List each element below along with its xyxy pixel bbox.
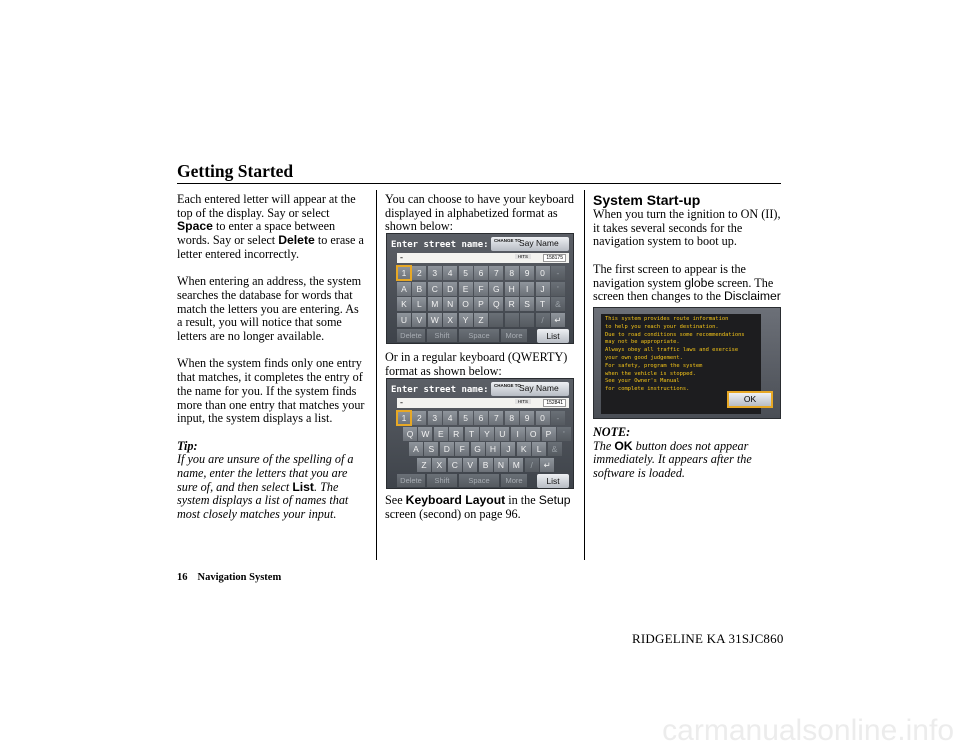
- key-P[interactable]: P: [474, 297, 488, 311]
- key-A[interactable]: A: [409, 442, 423, 456]
- disclaimer-screen: [593, 307, 781, 419]
- key-row: [397, 411, 566, 426]
- say-name-label: Say Name: [519, 238, 559, 248]
- paragraph-search: When entering an address, the system searches the database for words that match the letters you are entering. As a result, you will notice that some letters are no longer available.: [177, 274, 362, 344]
- key-G[interactable]: G: [489, 282, 503, 296]
- input-cursor: -: [400, 252, 403, 262]
- key-&[interactable]: &: [551, 297, 565, 311]
- key-W[interactable]: W: [428, 313, 442, 327]
- paragraph-see-layout: See Keyboard Layout in the Setup screen (second) on page 96.: [385, 493, 571, 521]
- key-5[interactable]: 5: [459, 266, 473, 280]
- key-2[interactable]: 2: [412, 411, 426, 425]
- paragraph-entry: Each entered letter will appear at the top of the display. Say or select Space to enter a space between words. Say or select Delete to erase a letter entered incorrectly.: [177, 192, 364, 261]
- key-E[interactable]: E: [459, 282, 473, 296]
- key-X[interactable]: X: [443, 313, 457, 327]
- key-9[interactable]: 9: [520, 411, 534, 425]
- key-5[interactable]: 5: [459, 411, 473, 425]
- key-P[interactable]: P: [542, 427, 556, 441]
- key-R[interactable]: R: [449, 427, 463, 441]
- key-N[interactable]: N: [443, 297, 457, 311]
- disclaimer-message: This system provides route information to help you reach your destination. Due to road conditions some recommendations may not be appropriate. Always obey all traffic laws and exercise your own good judgement. For safety, program the system when the vehicle is stopped. See your Owner's Manual for complete instructions.: [605, 316, 745, 393]
- more-button[interactable]: More: [501, 474, 527, 487]
- key-1[interactable]: 1: [397, 266, 411, 280]
- title-rule: [177, 183, 781, 184]
- key-8[interactable]: 8: [505, 266, 519, 280]
- key-L[interactable]: L: [532, 442, 546, 456]
- key-row: [397, 266, 566, 281]
- paragraph-first-screen: The first screen to appear is the navigation system globe screen. The screen then changes to the Disclaimer: [593, 261, 781, 304]
- key-D[interactable]: D: [440, 442, 454, 456]
- paragraph-qwerty-intro: Or in a regular keyboard (QWERTY) format as shown below:: [385, 350, 568, 378]
- key-Y[interactable]: Y: [480, 427, 494, 441]
- key-row: [397, 313, 566, 328]
- note-block: [593, 426, 785, 481]
- key-S[interactable]: S: [520, 297, 534, 311]
- key-A[interactable]: A: [397, 282, 411, 296]
- key-Z[interactable]: Z: [417, 458, 431, 472]
- key-row: [403, 427, 572, 442]
- key-3[interactable]: 3: [428, 411, 442, 425]
- key-blank: [489, 313, 503, 327]
- key-S[interactable]: S: [424, 442, 438, 456]
- key-C[interactable]: C: [448, 458, 462, 472]
- key-0[interactable]: 0: [536, 266, 550, 280]
- key-blank: [520, 313, 534, 327]
- key-L[interactable]: L: [412, 297, 426, 311]
- key-F[interactable]: F: [474, 282, 488, 296]
- paragraph-complete: When the system finds only one entry that matches, it completes the entry of the name for you. If the system finds more than one entry that matches your input, the system displays a list.: [177, 356, 365, 426]
- alphabet-keyboard-screen: [386, 233, 574, 344]
- hits-count: 158175: [543, 254, 566, 262]
- space-button[interactable]: Space: [459, 329, 499, 342]
- key-J[interactable]: J: [536, 282, 550, 296]
- key-V[interactable]: V: [412, 313, 426, 327]
- list-button[interactable]: List: [537, 474, 569, 488]
- key-O[interactable]: O: [459, 297, 473, 311]
- see-keyboard-layout: [385, 494, 577, 535]
- key-/[interactable]: /: [536, 313, 550, 327]
- hits-label: HITS: [515, 254, 531, 259]
- key-N[interactable]: N: [494, 458, 508, 472]
- key-U[interactable]: U: [397, 313, 411, 327]
- key-Z[interactable]: Z: [474, 313, 488, 327]
- key-&[interactable]: &: [548, 442, 562, 456]
- page-footer: [177, 572, 281, 583]
- key-4[interactable]: 4: [443, 411, 457, 425]
- key-U[interactable]: U: [495, 427, 509, 441]
- paragraph-alpha-intro: You can choose to have your keyboard displayed in alphabetized format as shown below:: [385, 192, 574, 234]
- change-to-label: CHANGE TO: [494, 238, 521, 243]
- key--[interactable]: -: [551, 266, 565, 280]
- shift-button[interactable]: Shift: [427, 329, 457, 342]
- document-code: RIDGELINE KA 31SJC860: [632, 631, 784, 646]
- keyboard-title: Enter street name:: [391, 385, 489, 395]
- key-K[interactable]: K: [517, 442, 531, 456]
- key-row: [397, 297, 566, 312]
- key-G[interactable]: G: [471, 442, 485, 456]
- hits-count: 152841: [543, 399, 566, 407]
- key-O[interactable]: O: [526, 427, 540, 441]
- key-4[interactable]: 4: [443, 266, 457, 280]
- key-K[interactable]: K: [397, 297, 411, 311]
- say-name-label: Say Name: [519, 383, 559, 393]
- key-F[interactable]: F: [455, 442, 469, 456]
- key-M[interactable]: M: [509, 458, 523, 472]
- input-cursor: -: [400, 397, 403, 407]
- key-'[interactable]: ': [551, 282, 565, 296]
- tip-text: If you are unsure of the spelling of a name, enter the letters that you are sure of, and then select List. The system displays a list of names that most closely matches your input.: [177, 452, 354, 522]
- shift-button[interactable]: Shift: [427, 474, 457, 487]
- key-6[interactable]: 6: [474, 411, 488, 425]
- page-title: Getting Started: [177, 161, 294, 181]
- tip-heading: Tip:: [177, 438, 198, 453]
- key-H[interactable]: H: [486, 442, 500, 456]
- space-button[interactable]: Space: [459, 474, 499, 487]
- more-button[interactable]: More: [501, 329, 527, 342]
- key-C[interactable]: C: [428, 282, 442, 296]
- key-T[interactable]: T: [536, 297, 550, 311]
- key-V[interactable]: V: [463, 458, 477, 472]
- key-'[interactable]: ': [557, 427, 571, 441]
- note-text: The OK button does not appear immediately. It appears after the software is loaded.: [593, 438, 752, 481]
- key-0[interactable]: 0: [536, 411, 550, 425]
- column-left: [177, 193, 367, 522]
- key-T[interactable]: T: [465, 427, 479, 441]
- paragraph-ignition: When you turn the ignition to ON (II), it takes several seconds for the navigation system to boot up.: [593, 207, 781, 249]
- change-to-label: CHANGE TO: [494, 383, 521, 388]
- key-D[interactable]: D: [443, 282, 457, 296]
- key-7[interactable]: 7: [489, 266, 503, 280]
- key-H[interactable]: H: [505, 282, 519, 296]
- key--[interactable]: -: [551, 411, 565, 425]
- input-field: [397, 398, 569, 408]
- key-Q[interactable]: Q: [403, 427, 417, 441]
- key-3[interactable]: 3: [428, 266, 442, 280]
- key-X[interactable]: X: [432, 458, 446, 472]
- key-E[interactable]: E: [434, 427, 448, 441]
- key-6[interactable]: 6: [474, 266, 488, 280]
- page-number: 16: [177, 572, 188, 583]
- key-B[interactable]: B: [479, 458, 493, 472]
- key-2[interactable]: 2: [412, 266, 426, 280]
- say-name-button[interactable]: [491, 382, 569, 396]
- key-/[interactable]: /: [525, 458, 539, 472]
- key-1[interactable]: 1: [397, 411, 411, 425]
- key-7[interactable]: 7: [489, 411, 503, 425]
- key-I[interactable]: I: [511, 427, 525, 441]
- key-Y[interactable]: Y: [459, 313, 473, 327]
- footer-section: Navigation System: [197, 572, 282, 583]
- key-row: [417, 458, 556, 473]
- key-blank: [505, 313, 519, 327]
- section-heading: System Start-up: [593, 192, 701, 208]
- key-↵[interactable]: ↵: [551, 313, 565, 327]
- key-R[interactable]: R: [505, 297, 519, 311]
- list-button[interactable]: List: [537, 329, 569, 343]
- key-row: [397, 282, 566, 297]
- key-W[interactable]: W: [418, 427, 432, 441]
- column-divider: [584, 190, 585, 560]
- column-divider: [376, 190, 377, 560]
- key-Q[interactable]: Q: [489, 297, 503, 311]
- key-I[interactable]: I: [520, 282, 534, 296]
- key-8[interactable]: 8: [505, 411, 519, 425]
- key-B[interactable]: B: [412, 282, 426, 296]
- key-M[interactable]: M: [428, 297, 442, 311]
- input-field: [397, 253, 569, 263]
- say-name-button[interactable]: [491, 237, 569, 251]
- key-row: [409, 442, 563, 457]
- qwerty-keyboard-screen: [386, 378, 574, 489]
- note-heading: NOTE:: [593, 425, 631, 439]
- hits-label: HITS: [515, 399, 531, 404]
- key-↵[interactable]: ↵: [540, 458, 554, 472]
- ok-button[interactable]: OK: [727, 391, 773, 408]
- key-9[interactable]: 9: [520, 266, 534, 280]
- keyboard-title: Enter street name:: [391, 240, 489, 250]
- delete-button[interactable]: Delete: [397, 474, 425, 487]
- delete-button[interactable]: Delete: [397, 329, 425, 342]
- key-J[interactable]: J: [501, 442, 515, 456]
